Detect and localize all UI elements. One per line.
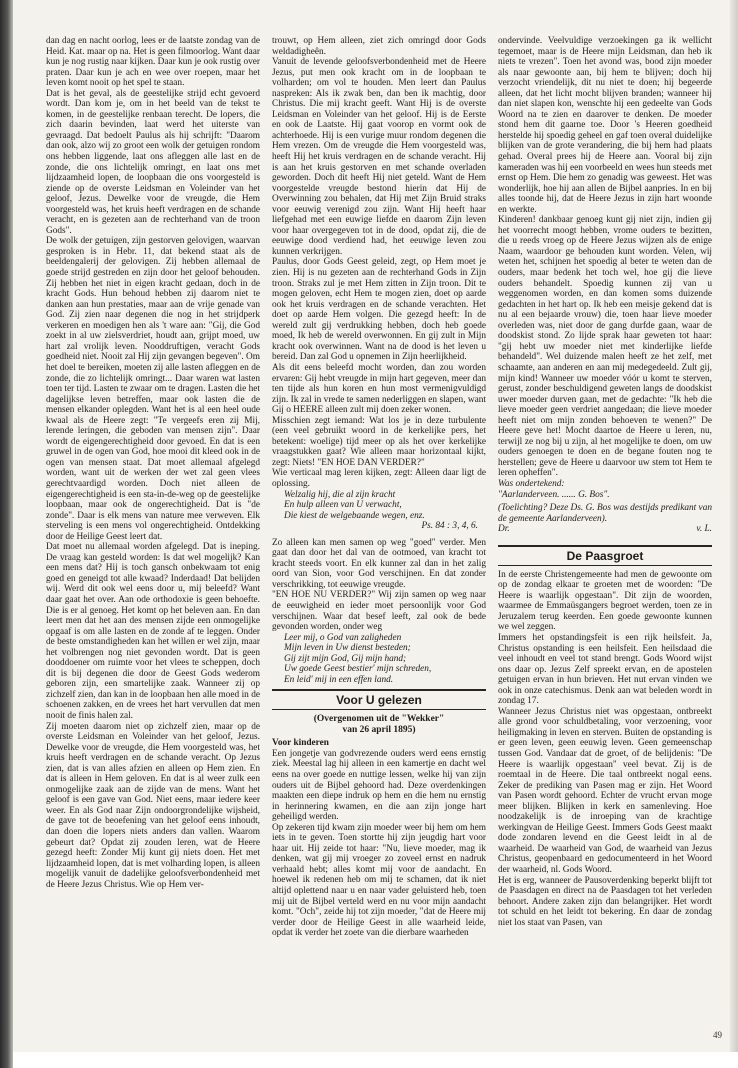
paragraph: Als dit eens beleefd mocht worden, dan zou worden ervaren: Gij hebt vreugde in mijn hart gegeven, meer dan ten tijde als hun koren en hun most vermenigvuldigd zijn. Ik zal in vrede te samen nederliggen en slapen, want Gij o HEERE alleen zult mij doen zeker wonen. xyxy=(272,362,486,416)
paragraph: De wolk der getuigen, zijn gestorven gelovigen, waarvan gesproken is in Hebr. 11, dat bekend staat als de beeldengalerij der gelovigen. Zij hebben allemaal de goede strijd gestreden en zijn door het geloof behouden. Zij hebben het niet in eigen kracht gedaan, doch in de kracht Gods. Hun behoud hebben zij daarom niet te danken aan hun prestaties, maar aan de vrije genade van God. Zij zien naar degenen die nog in het strijdperk verkeren en moedigen hen als 't ware aan: "Gij, die God zoekt in al uw zielsverdriet, houdt aan, grijpt moed, uw hart zal vrolijk leven. Nooddruftigen, veracht Gods goedheid niet. Nooit zal Hij zijn gevangen begeven". Om het doel te bereiken, moeten zij alle lasten afleggen en de zonde, die zo lichtelijk omringt... Daar waren wat lasten toen ter tijd. Lasten te zwaar om te dragen. Lasten die het dagelijkse leven betreffen, maar ook lasten die de mensen elkander oplegden. Want het is al een heel oude kwaal als de Heere zegt: "Te vergeefs eren zij Mij, lerende leringen, die geboden van mensen zijn". Daar wordt de eigengerechtigheid door gevoed. En dat is een gruwel in de ogen van God, hoe mooi dit kleed ook in de ogen van mensen staat. Dat moet allemaal afgelegd worden, want uit de werken der wet zal geen vlees gerechtvaardigd worden. Doch niet alleen de eigengerechtigheid is een sta-in-de-weg op de geestelijke loopbaan, maar ook de ongerechtigheid. Dat is "de zonde". Daar is elk mens van nature mee verweven. Elk sterveling is een mens vol ongerechtigheid. Ontdekking door de Heilige Geest leert dat. xyxy=(46,236,260,542)
poem-line: Leer mij, o God van zaligheden xyxy=(284,632,402,643)
psalm-reference: Ps. 84 : 3, 4, 6. xyxy=(421,521,478,532)
paragraph: In de eerste Christengemeente had men de gewoonte om op de zondag elkaar te groeten met de woorden: "De Heere is waarlijk opgestaan". Dit zijn de woorden, waarmee de Emmaüsgangers begroet werden, toen ze in Jeruzalem terug keerden. Een goede gewoonte kunnen we wel zeggen. xyxy=(498,569,712,633)
subsection-heading: Voor kinderen xyxy=(272,738,329,749)
paragraph: Zij moeten daarom niet op zichzelf zien, maar op de overste Leidsman en Voleinder van het geloof, Jezus. Dewelke voor de vreugde, die Hem voorgesteld was, het kruis heeft verdragen en de schande veracht. Op Jezus zien, dat is van alles afzien en alleen op Hem zien. En dat is alleen in Hem geloven. En dat is al weer zulk een onmogelijke zaak aan de zijde van de mens. Want het geloof is een gave van God. Niet eens, maar iedere keer weer. En als God naar Zijn ondoorgrondelijke wijsheid, de gave tot de beoefening van het geloof eens inhoudt, dan doen die lopers niets anders dan vallen. Waarom gebeurt dat? Opdat zij zouden leren, wat de Heere gezegd heeft: Zonder Mij kunt gij niets doen. Het met lijdzaamheid lopen, dat is met volharding lopen, is alleen mogelijk vanuit de dadelijke geloofsverbondenheid met de Heere Jezus Christus. Wie op Hem ver- xyxy=(46,721,260,890)
column-left xyxy=(46,36,260,1042)
paragraph: Dat moet nu allemaal worden afgelegd. Dat is ineping. De vraag kan gesteld worden: Is dat wel mogelijk? Kan een mens dat? Hij is toch gansch onbekwaam tot enig goed en geneigd tot alle kwaad? Inderdaad! Dat belijden wij. Werd dit ook wel eens door u, mij beleefd? Want daar gaat het over. Aan ode orthodoxie is geen behoefte. Die is er al genoeg. Het komt op het beleven aan. En dan leert men dat het aan des mensen zijde een onmogelijke opgaaf is om alle lasten en de zonde af te leggen. Onder de beste omstandigheden kan het willen er wel zijn, maar het volbrengen nog niet gevonden wordt. Dat is geen dooddoener om ruimte voor het vlees te scheppen, doch dit is bij degenen die door de Geest Gods wederom geboren zijn, een smartelijke zaak. Wanneer zij op zichzelf zien, dan kan in de loopbaan hen alle moed in de schoenen zakken, en de vrees het hart vervullen dat men nooit de finis halen zal. xyxy=(46,542,260,721)
paragraph: Immers het opstandingsfeit is een rijk heilsfeit. Ja, Christus opstanding is een heilsfeit. Een heilsdaad die veel inhoudt en veel tot stand brengt. Gods Woord wijst ons daar op. Jezus Zelf spreekt ervan, en de apostelen getuigen ervan in hun brieven. Het nut ervan vinden we ook in onze catechismus. Denk aan wat beleden wordt in zondag 17. xyxy=(498,632,712,707)
signature-left: Dr. xyxy=(498,524,510,535)
signature-right: v. L. xyxy=(696,524,712,535)
page-bottom-margin xyxy=(13,1052,738,1068)
paragraph: trouwt, op Hem alleen, ziet zich omringd door Gods weldadigheên. xyxy=(272,36,486,57)
section-divider xyxy=(498,545,712,547)
editor-note: (Toelichting? Deze Ds. G. Bos was destijds predikant van de gemeente Aarlanderveen). xyxy=(498,503,712,524)
paragraph: Vanuit de levende geloofsverbondenheid met de Heere Jezus, put men ook kracht om in de loopbaan te volharden; om vol te houden. Men leert dan Paulus naspreken: Als ik zwak ben, dan ben ik machtig, door Christus. Die mij kracht geeft. Want Hij is de overste Leidsman en Voleinder van het geloof. Hij is de Eerste en ook de Laatste. Hij gaat voorop en vormt ook de achterhoede. Hij is een vurige muur rondom degenen die Hem vrezen. Om de vreugde die Hem voorgesteld was, heeft Hij het kruis verdragen en de schande veracht. Hij is aan het kruis gestorven en met schande overladen geworden. Doch dit heeft Hij niet geteld. Want de Hem voorgestelde vreugde bestond hierin dat Hij de Overwinning zou behalen, dat Hij met Zijn Bruid straks voor eeuwig verenigd zou zijn. Want Hij heeft haar liefgehad met een euwige liefde en daarom Zijn leven voor haar overgegeven tot in de dood, opdat zij, die de eeuwige dood verdiend had, het eeuwige leven zou kunnen verkrijgen. xyxy=(272,57,486,257)
section-divider xyxy=(272,709,486,710)
poem-line: Gij zijt mijn God, Gij mijn hand; xyxy=(284,653,407,664)
section-divider xyxy=(498,565,712,566)
paragraph: Op zekeren tijd kwam zijn moeder weer bij hem om hem iets in te geven. Toen stortte hij zijn jeugdig hart voor haar uit. Hij zeide tot haar: "Nu, lieve moeder, mag ik denken, wat gij mij vroeger zo zoveel ernst en nadruk verhaald hebt; alles komt mij voor de aandacht. En hoewel ik redenen heb om mij te schamen, dat ik niet altijd oplettend naar u en naar vader geluisterd heb, toen mij uit de Bijbel verteld werd en nu voor mijn aandacht komt. "Och", zeide hij tot zijn moeder, "dat de Heere mij verder door de Heilige Geest in alle waarheid leide, opdat ik verder het zoete van die dierbare waarheden xyxy=(272,822,486,939)
paragraph: Dat is het geval, als de geestelijke strijd echt gevoerd wordt. Dan kom je, om in het beeld van de tekst te komen, in de geestelijke renbaan terecht. De lopers, die zich daarin bevinden, laat werd het uiterste van gevraagd. Dat bedoelt Paulus als hij schrijft: "Daarom dan ook, alzo wij zo groot een wolk der getuigen rondom ons hebben liggende, laat ons afleggen alle last en de zonde, die ons lichtelijk omringt, en laat ons met lijdzaamheid lopen, de loopbaan die ons voorgesteld is ziende op de overste Leidsman en Voleinder van het geloof, Jezus. Dewelke voor de vreugde, die Hem voorgesteld was, het kruis heeft verdragen en de schande veracht, en is gezeten aan de rechterhand van de troon Gods". xyxy=(46,88,260,236)
signature-initials xyxy=(498,524,712,535)
paragraph: ondervinde. Veelvuldige verzoekingen ga ik wellicht tegemoet, maar is de Heere mijn Leidsman, dan heb ik niets te vrezen". Toen het avond was, bood zijn moeder als naar gewoonte aan, bij hem te blijven; doch hij verzocht vriendelijk, dit nu niet te doen; hij begeerde alleen, dat het licht mocht blijven branden; wanneer hij dan niet slapen kon, wenschte hij een gedeelte van Gods Woord na te zien en daarover te denken. De moeder stond hem dit gaarne toe. Door 's Heeren goedheid herstelde hij spoedig geheel en gaf toen overal duidelijke blijken van de grote verandering, die bij hem had plaats gehad. Overal prees hij de Heere aan. Vooral bij zijn kameraden was hij een voorbeeld en wees hun steeds met ernst op Hem. Die hem zo genadig was geweest. Het was wonderlijk, hoe hij aan allen de Bijbel aanpries. In en bij alles toonde hij, dat de Heere Jezus in zijn hart woonde en werkte. xyxy=(498,36,712,215)
section-divider xyxy=(272,689,486,691)
paragraph: "EN HOE NU VERDER?" Wij zijn samen op weg naar de eeuwigheid en ieder moet persoonlijk voor God verschijnen. Waar dat besef leeft, zal ook de bede gevonden worden, onder weg xyxy=(272,590,486,633)
poem-line: Uw goede Geest bestier' mijn schreden, xyxy=(284,664,432,675)
psalm-quote xyxy=(272,490,486,522)
quote-line: Welzalig hij, die al zijn kracht xyxy=(284,489,396,500)
section-date: van 26 april 1895) xyxy=(342,725,416,736)
poem-line: Mijn leven in Uw dienst besteden; xyxy=(284,643,411,654)
quote-line: En hulp alleen van U verwacht, xyxy=(284,500,402,511)
signature-text: "Aarlanderveen. ...... G. Bos". xyxy=(498,489,610,500)
paragraph: Wie verticaal mag leren kijken, zegt: Alleen daar ligt de oplossing. xyxy=(272,468,486,489)
paragraph: Paulus, door Gods Geest geleid, zegt, op Hem moet je zien. Hij is nu gezeten aan de rechterhand Gods in Zijn troon. Straks zul je met Hem zitten in Zijn troon. Dit te mogen geloven, echt Hem te mogen zien, doet op aarde ook het kruis verdragen en de schande verachten. Het doet op aarde Hem volgen. Die gezegd heeft: In de wereld zult gij verdrukking hebben, doch heb goede moed, Ik heb de wereld overwonnen. En gij zult in Mijn kracht ook overwinnen. Want na de dood is het leven u bereid. Dan zal God u opnemen in Zijn heerlijkheid. xyxy=(272,257,486,363)
signature-label: Was ondertekend: xyxy=(498,478,565,489)
paragraph: Een jongetje van godvrezende ouders werd eens ernstig ziek. Meestal lag hij alleen in een kamertje en dacht wel eens na over goede en nuttige lessen, welke hij van zijn ouders uit de Bijbel gehoord had. Deze overdenkingen maakten een diepe indruk op hem en die hem nu ernstig in herinnering kwamen, en die aan zijn jonge hart geheiligd werden. xyxy=(272,748,486,823)
section-subtitle: (Overgenomen uit de "Wekker" xyxy=(313,714,445,725)
paragraph: dan dag en nacht oorlog, lees er de laatste zondag van de Heid. Kat. maar op na. Het is geen filmoorlog. Want daar kun je nog rustig naar kijken. Daar kun je ook rustig over praten. Daar kun je ach en wee over roepen, maar het leven komt nooit op het spel te staan. xyxy=(46,36,260,89)
quote-line: Die kiest de welgebaande wegen, enz. xyxy=(284,510,425,521)
paragraph: Wanneer Jezus Christus niet was opgestaan, ontbreekt alle grond voor schuldbetaling, voor verzoening, voor heiligmaking in leven en sterven. Buiten de opstanding is er geen leven, geen eeuwig leven. Geen gemeenschap tussen God. Vandaar dat de groet, of de belijdenis: "De Heere is waarlijk opgestaan" veel bevat. Zij is de roemtaal in de Heere. Die taal ontbreekt nogal eens. Zeker de prediking van Pasen mag er zijn. Het Woord van Pasen wordt gehoord. Echter de vrucht ervan moge meer blijken. Blijken in kerk en samenleving. Hoe noodzakelijk is de inroeping van de krachtige werkingvan de Heilige Geest. Immers Gods Geest maakt dode zondaren levend en die Geest leidt in al de waarheid. De waarheid van God, de waarheid van Jezus Christus, geopenbaard en gedocumenteerd in het Woord der waarheid, nl. Gods Woord. xyxy=(498,706,712,876)
poem-quote xyxy=(272,633,486,686)
section-title-voor-u-gelezen: Voor U gelezen xyxy=(336,693,422,708)
section-title-paasgroet: De Paasgroet xyxy=(566,548,644,563)
paragraph: Het is erg, wanneer de Pausoverdenking beperkt blijft tot de Paasdagen en direct na de Paasdagen tot het verleden behoort. Andere zaken zijn dan belangrijker. Het wordt tot schuld en het leidt tot bekering. En daar de zondag niet los staat van Pasen, van xyxy=(498,875,712,928)
page-edge xyxy=(730,0,738,1052)
paragraph: Kinderen! dankbaar genoeg kunt gij niet zijn, indien gij het voorrecht moogt hebben, vrome ouders te bezitten, die u reeds vroeg op de Heere Jezus wijzen als de enige Naam, waardoor ge behouden kunt worden. Velen, wij weten het, schijnen het spoedig al beter te weten dan de ouders, maar bedenk het toch wel, hoe gij die lieve ouders behandelt. Spoedig kunnen zij van u weggenomen worden, en dan komen soms duizende gedachten in het hart op. Ik heb een meisje gekend dat is nu al een bejaarde vrouw) die, toen haar lieve moeder overleden was, niet door de gang durfde gaan, waar de doodskist stond. Zo lijde sprak haar geweten tot haar: "gij hebt uw moeder niet met kinderlijke liefde behandeld". Wel duizende malen heeft ze het zelf, met schaamte, aan anderen en aan mij medegedeeld. Zult gij, mijn kind! Wanneer uw moeder vóór u komt te sterven, gerust, zonder beschuldigend geweten langs de doodskist uwer moeder durven gaan, met de gedachte: "Ik heb die lieve moeder geen verdriet aangedaan; die lieve moeder heeft niet om mijn zonden behoeven te wenen?" De Heere geve het! Mocht daartoe de Heere u leren, nu, terwijl ze nog bij u zijn, al het mogelijke te doen, om uw ouders genoegen te doen en de begane fouten nog te herstellen; geve de Heere u daarvoor uw stem tot Hem te leren opheffen". xyxy=(498,215,712,479)
paragraph: Zo alleen kan men samen op weg "goed" verder. Men gaat dan door het dal van de ootmoed, van kracht tot kracht steeds voort. En elk kunner zal dan in het zalig oord van Sion, voor God verschijnen. En dat zonder verschrikking, tot eeuwige vreugde. xyxy=(272,537,486,590)
paragraph: Misschien zegt iemand: Wat los je in deze turbulente (een veel gebruikt woord in de kerkelijke pers, het betekent: woelige) tijd meer op als het over kerkelijke vraagstukken gaat? Wie alleen maar horizontaal kijkt, zegt: Niets! "EN HOE DAN VERDER?" xyxy=(272,415,486,468)
column-right xyxy=(498,36,712,1042)
book-spine-shadow xyxy=(0,0,13,1068)
poem-line: En leid' mij in een effen land. xyxy=(284,674,394,685)
column-middle xyxy=(272,36,486,1042)
page-number: 49 xyxy=(713,1030,722,1040)
